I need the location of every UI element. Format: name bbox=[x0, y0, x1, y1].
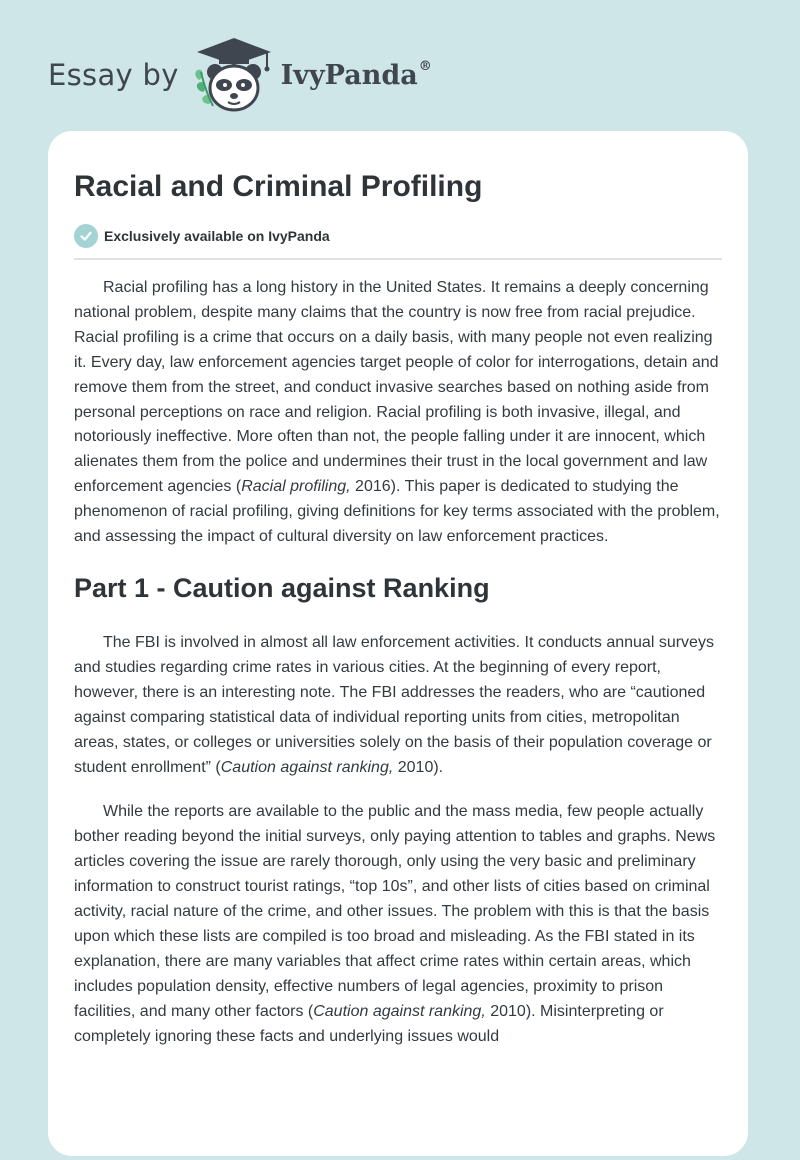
body-paragraph bbox=[74, 800, 722, 1049]
panda-logo-icon[interactable] bbox=[191, 32, 277, 118]
citation-italic: Caution against ranking, bbox=[313, 1002, 486, 1020]
essay-card bbox=[48, 131, 748, 1156]
exclusive-badge bbox=[74, 224, 722, 248]
checkmark-icon bbox=[74, 224, 98, 248]
paragraph-text: 2010). bbox=[393, 758, 444, 776]
paragraph-text: 2016). This paper is dedicated to studying the phenomenon of racial profiling, giving definitions for key terms associated with the problem, and assessing the impact of cultural diversity on law enforcement practices. bbox=[74, 478, 720, 546]
section-heading: Part 1 - Caution against Ranking bbox=[74, 572, 490, 603]
intro-paragraph bbox=[74, 276, 722, 550]
divider bbox=[74, 258, 722, 260]
citation-italic: Racial profiling, bbox=[241, 478, 351, 496]
paragraph-text: The FBI is involved in almost all law enforcement activities. It conducts annual surveys and studies regarding crime rates in various cities. At the beginning of every report, however, there is an interesting note. The FBI addresses the readers, who are “cautioned against comparing statistical data of individual reporting units from cities, metropolitan areas, states, or colleges or universities solely on the basis of their population coverage or student enrollment” ( bbox=[74, 633, 714, 776]
paragraph-text: Racial profiling has a long history in the United States. It remains a deeply concerning national problem, despite many claims that the country is now free from racial prejudice. Racial profiling is a crime that occurs on a daily basis, with many people not even realizing it. Every day, law enforcement agencies target people of color for interrogations, detain and remove them from the street, and conduct invasive searches based on nothing aside from personal perceptions on race and religion. Racial profiling is both invasive, illegal, and notoriously ineffective. More often than not, the people falling under it are innocent, which alienates them from the police and undermines their trust in the local government and law enforcement agencies ( bbox=[74, 279, 719, 496]
paragraph-text: 2010). Misinterpreting or completely ignoring these facts and underlying issues would bbox=[74, 1002, 664, 1045]
brand-name[interactable]: IvyPanda® bbox=[280, 59, 432, 91]
paragraph-text: While the reports are available to the public and the mass media, few people actually bother reading beyond the initial surveys, only paying attention to tables and graphs. News articles covering the issue are rarely thorough, only using the very basic and preliminary information to construct tourist ratings, “top 10s”, and other lists of cities based on criminal activity, racial nature of the crime, and other issues. The problem with this is that the basis upon which these lists are compiled is too broad and misleading. As the FBI stated in its explanation, there are many variables that affect crime rates within certain areas, which includes population density, effective numbers of legal agencies, proximity to prison facilities, and many other factors ( bbox=[74, 803, 716, 1020]
citation-italic: Caution against ranking, bbox=[220, 758, 394, 776]
badge-label: Exclusively available on IvyPanda bbox=[104, 228, 330, 244]
page-title: Racial and Criminal Profiling bbox=[74, 170, 483, 203]
essay-by-label: Essay by bbox=[48, 58, 179, 92]
body-paragraph bbox=[74, 631, 722, 780]
site-header bbox=[48, 30, 432, 120]
